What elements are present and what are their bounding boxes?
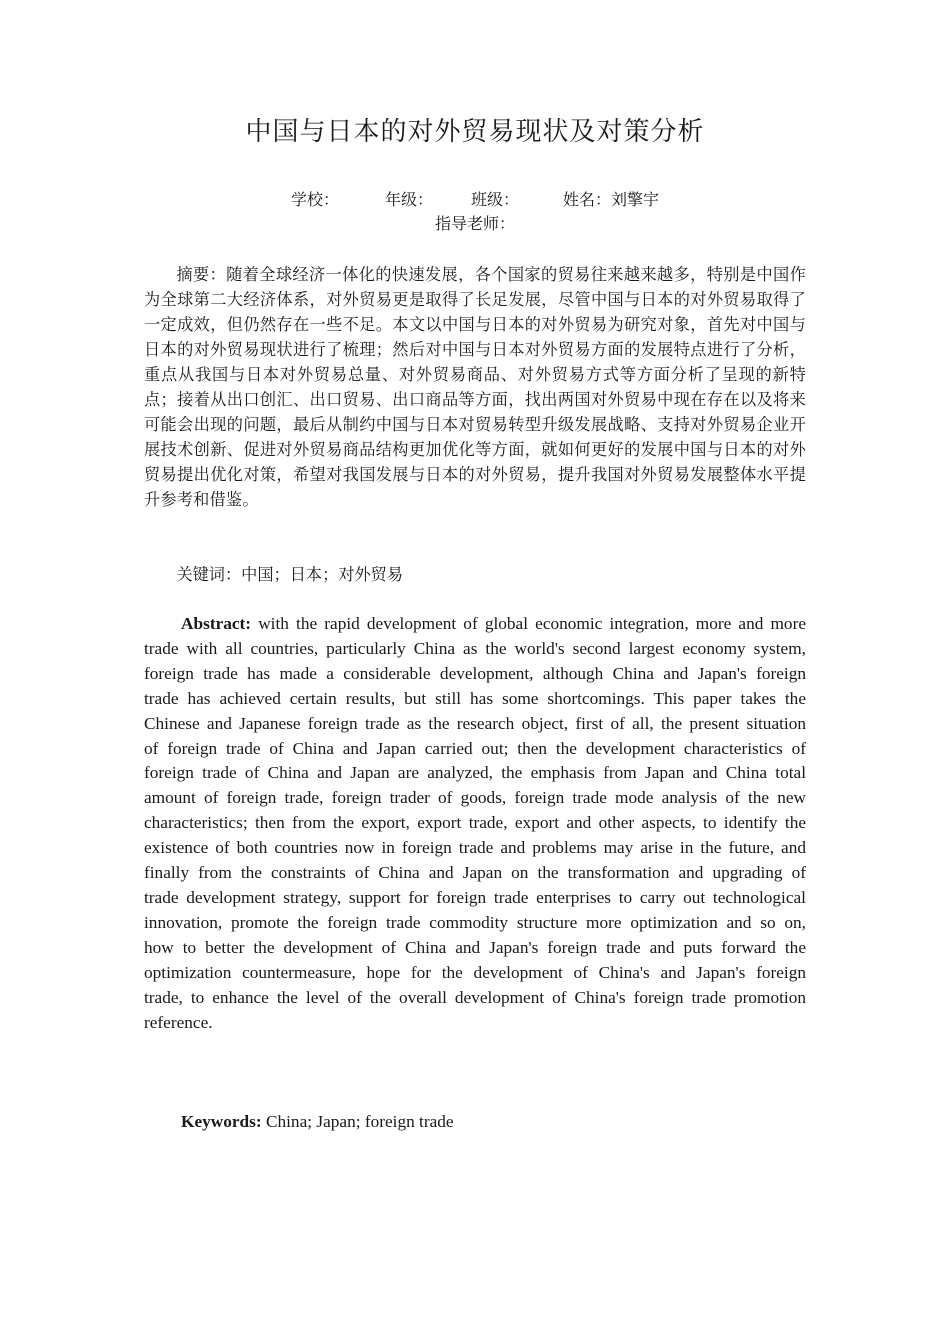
keywords-text: China; Japan; foreign trade bbox=[261, 1112, 454, 1131]
page-title: 中国与日本的对外贸易现状及对策分析 bbox=[245, 117, 705, 147]
class-label: 班级： bbox=[471, 190, 520, 209]
english-abstract bbox=[144, 612, 806, 1035]
advisor-label: 指导老师： bbox=[434, 214, 515, 233]
abstract-label: Abstract: bbox=[181, 614, 252, 633]
chinese-abstract: 摘要：随着全球经济一体化的快速发展，各个国家的贸易往来越来越多，特别是中国作为全球第二大经济体系，对外贸易更是取得了长足发展，尽管中国与日本的对外贸易取得了一定成效，但仍然存在一些不足。本文以中国与日本的对外贸易为研究对象，首先对中国与日本的对外贸易现状进行了梳理；然后对中国与日本对外贸易方面的发展特点进行了分析，重点从我国与日本对外贸易总量、对外贸易商品、对外贸易方式等方面分析了呈现的新特点；接着从出口创汇、出口贸易、出口商品等方面，找出两国对外贸易中现在存在以及将来可能会出现的问题，最后从制约中国与日本对贸易转型升级发展战略、支持对外贸易企业开展技术创新、促进对外贸易商品结构更加优化等方面，就如何更好的发展中国与日本的对外贸易提出优化对策，希望对我国发展与日本的对外贸易，提升我国对外贸易发展整体水平提升参考和借鉴。 bbox=[144, 265, 806, 509]
chinese-keywords: 关键词：中国；日本；对外贸易 bbox=[176, 565, 404, 584]
school-label: 学校： bbox=[290, 190, 339, 209]
abstract-text: with the rapid development of global economic integration, more and more trade with all countries, particularly China as the world's second largest economy system, foreign trade has made a considerable development, although China and Japan's foreign trade has achieved certain results, but still has some shortcomings. This paper takes the Chinese and Japanese foreign trade as the research object, first of all, the present situation of foreign trade of China and Japan carried out; then the development characteristics of foreign trade of China and Japan are analyzed, the emphasis from Japan and China total amount of foreign trade, foreign trader of goods, foreign trade mode analysis of the new characteristics; then from the export, export trade, export and other aspects, to identify the existence of both countries now in foreign trade and problems may arise in the future, and finally from the constraints of China and Japan on the transformation and upgrading of trade development strategy, support for foreign trade enterprises to carry out technological innovation, promote the foreign trade commodity structure more optimization and so on, how to better the development of China and Japan's foreign trade and puts forward the optimization countermeasure, hope for the development of China's and Japan's foreign trade, to enhance the level of the overall development of China's foreign trade promotion reference. bbox=[144, 614, 806, 1032]
english-keywords bbox=[144, 1109, 806, 1134]
grade-label: 年级： bbox=[384, 190, 433, 209]
name-label: 姓名：刘擎宇 bbox=[563, 190, 660, 209]
author-info-row bbox=[144, 188, 806, 212]
keywords-label: Keywords: bbox=[181, 1112, 262, 1131]
advisor-row bbox=[144, 212, 806, 236]
author-info bbox=[144, 188, 806, 236]
